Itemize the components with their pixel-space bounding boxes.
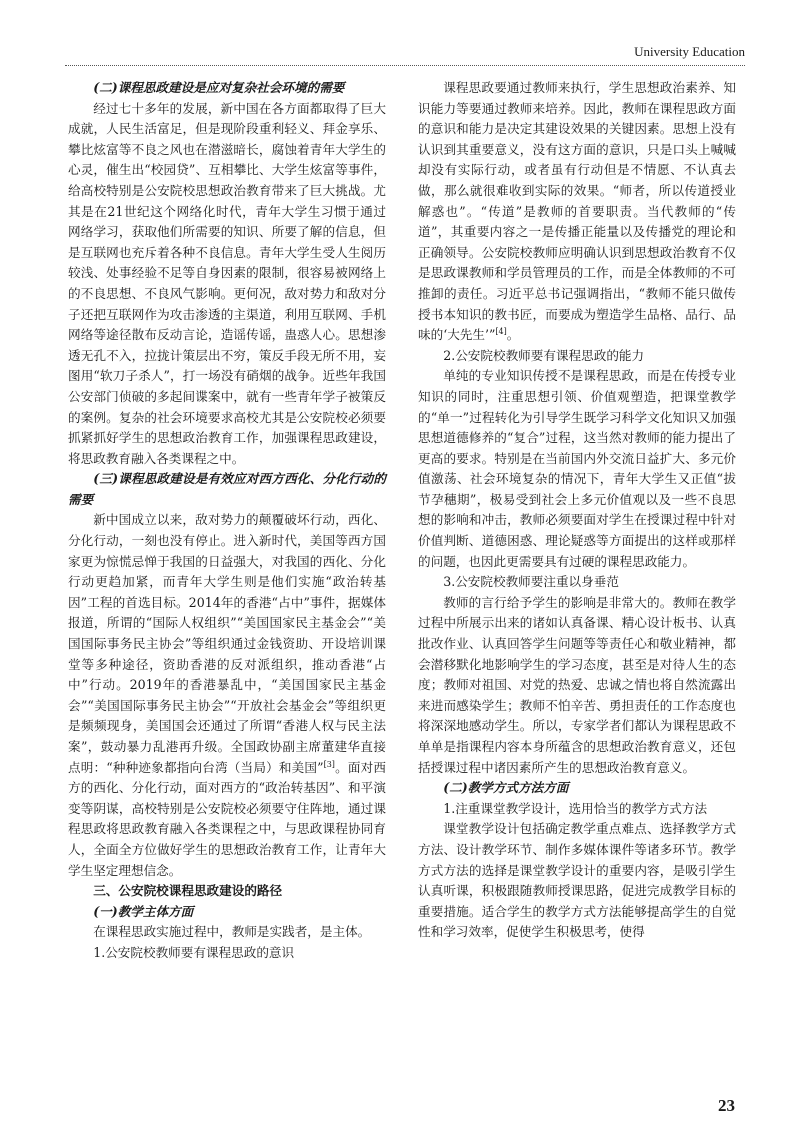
point-heading: 2.公安院校教师要有课程思政的能力	[443, 347, 645, 363]
citation: [4]	[495, 326, 507, 336]
subsection-heading: (一)教学主体方面	[93, 903, 194, 919]
paragraph: 新中国成立以来，敌对势力的颠覆破坏行动，西化、分化行动，一刻也没有停止。进入新时代，美国等西方国家更为惊慌忌惮于我国的日益强大，对我国的西化、分化行动更趋加紧，而青年大学生则是他们实施“政治转基因”工程的首选目标。2014年的香港“占中”事件，据媒体报道，所谓的“国际人权组织”“美国国家民主基金会”“美国国际事务民主协会”等组织通过金钱资助、开设培训课堂等多种途径，资助香港的反对派组织，推动香港“占中”行动。2019年的香港暴乱中，“美国国家民主基金会”“美国国际事务民主协会”“开放社会基金会”等组织更是频频现身，美国国会还通过了所谓“香港人权与民主法案”，鼓动暴力乱港再升级。全国政协副主席董建华直接点明：“种种迹象都指向台湾（当局）和美国”[3]。面对西方的西化、分化行动，面对西方的“政治转基因”、和平演变等阴谋，高校特别是公安院校必须要守住阵地，通过课程思政将思政教育融入各类课程之中，与思政课程协同育人，全面全方位做好学生的思想政治教育工作，让青年大学生坚定理想信念。	[68, 512, 386, 878]
header-rule	[65, 65, 745, 66]
paragraph: 课程思政要通过教师来执行，学生思想政治素养、知识能力等要通过教师来培养。因此，教师在课程思政方面的意识和能力是决定其建设效果的关键因素。思想上没有认识到其重要意义，没有这方面的意识，只是口头上喊喊却没有实际行动，或者虽有行动但是不情愿、不认真去做，那么就很难收到实际的效果。“师者，所以传道授业解惑也”。“传道”是教师的首要职责。当代教师的“传道”，其重要内容之一是传播正能量以及传播党的理论和正确领导。公安院校教师应明确认识到思想政治教育不仅是思政课教师和学员管理员的工作，而是全体教师的不可推卸的责任。习近平总书记强调指出，“教师不能只做传授书本知识的教书匠，而要成为塑造学生品格、品行、品味的‘大先生’”[4]。	[418, 80, 736, 343]
subsection-heading: (三)课程思政建设是有效应对西方西化、分化行动的需要	[68, 471, 386, 507]
paragraph: 课堂教学设计包括确定教学重点难点、选择教学方式方法、设计教学环节、制作多媒体课件等诸多环节。教学方式方法的选择是课堂教学设计的重要内容，是吸引学生认真听课，积极跟随教师授课思路，促进完成教学目标的重要措施。适合学生的教学方式方法能够提高学生的自觉性和学习效率，促使学生积极思考，使得	[418, 821, 736, 940]
left-column	[68, 78, 386, 964]
page-number: 23	[718, 1096, 735, 1115]
paragraph: 经过七十多年的发展，新中国在各方面都取得了巨大成就，人民生活富足，但是现阶段重利轻义、拜金享乐、攀比炫富等不良之风也在潜滋暗长，腐蚀着青年大学生的心灵，催生出“校园贷”、互相攀比、大学生炫富等事件，给高校特别是公安院校思想政治教育带来了巨大挑战。尤其是在21世纪这个网络化时代，青年大学生习惯于通过网络学习，获取他们所需要的知识、所要了解的信息，但是互联网也充斥着各种不良信息。青年大学生受人生阅历较浅、处事经验不足等自身因素的限制，很容易被网络上的不良思想、不良风气影响。更何况，敌对势力和敌对分子还把互联网作为攻击渗透的主渠道，利用互联网、手机网络等途径散布反动言论，造谣传谣，蛊惑人心。思想渗透无孔不入，拉拢计策层出不穷，策反手段无所不用，妄图用“软刀子杀人”，打一场没有硝烟的战争。近些年我国公安部门侦破的多起间谍案中，就有一些青年学子被策反的案例。复杂的社会环境要求高校尤其是公安院校必须要抓紧抓好学生的思想政治教育工作，加强课程思政建设，将思政教育融入各类课程之中。	[68, 100, 386, 466]
point-heading: 1.公安院校教师要有课程思政的意识	[93, 944, 295, 960]
paragraph: 在课程思政实施过程中，教师是实践者，是主体。	[93, 924, 371, 940]
subsection-heading: (二)教学方式方法方面	[443, 780, 569, 796]
right-column	[418, 78, 736, 943]
subsection-heading: (二)课程思政建设是应对复杂社会环境的需要	[93, 80, 345, 95]
page-header	[65, 44, 745, 64]
citation: [3]	[323, 759, 335, 769]
section-heading: 三、公安院校课程思政建设的路径	[93, 883, 283, 899]
paragraph: 单纯的专业知识传授不是课程思政，而是在传授专业知识的同时，注重思想引领、价值观塑造，把课堂教学的“单一”过程转化为引导学生既学习科学文化知识又加强思想道德修养的“复合”过程，这当然对教师的能力提出了更高的要求。特别是在当前国内外交流日益扩大、多元价值激荡、社会环境复杂的情况下，青年大学生又正值“拔节孕穗期”，极易受到社会上多元价值观以及一些不良思想的影响和冲击，教师必须要面对学生在授课过程中针对价值判断、道德困惑、理论疑惑等方面提出的这样或那样的问题，也因此更需要具有过硬的课程思政能力。	[418, 368, 736, 569]
point-heading: 3.公安院校教师要注重以身垂范	[443, 574, 619, 590]
paragraph: 教师的言行给予学生的影响是非常大的。教师在教学过程中所展示出来的诸如认真备课、精心设计板书、认真批改作业、认真回答学生问题等等责任心和敬业精神，都会潜移默化地影响学生的学习态度，甚至是对待人生的态度；教师对祖国、对党的热爱、忠诚之情也将自然流露出来进而感染学生；教师不怕辛苦、勇担责任的工作态度也将深深地感动学生。所以，专家学者们都认为课程思政不单单是指课程内容本身所蕴含的思想政治教育意义，还包括授课过程中诸因素所产生的思想政治教育意义。	[418, 594, 736, 775]
journal-title: University Education	[634, 44, 745, 59]
point-heading: 1.注重课堂教学设计，选用恰当的教学方式方法	[443, 800, 708, 816]
